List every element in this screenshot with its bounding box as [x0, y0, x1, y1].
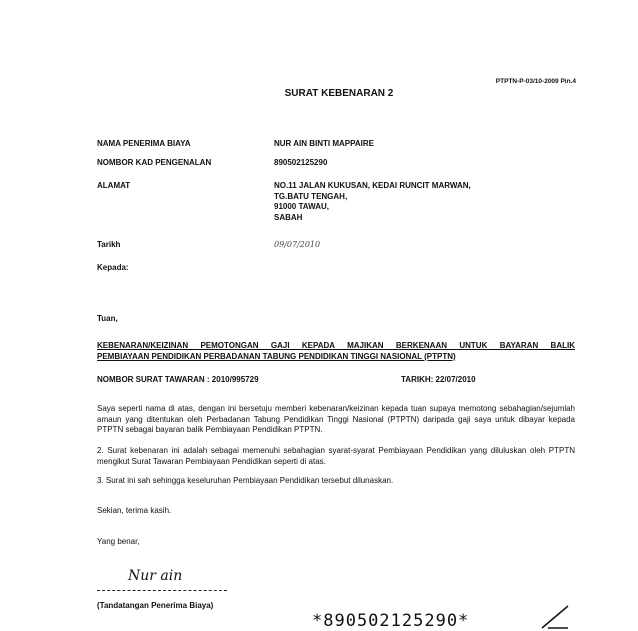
ic-value: 890502125290 [274, 158, 328, 167]
date-label: Tarikh [97, 240, 121, 249]
subject-line: KEBENARAN/KEIZINAN PEMOTONGAN GAJI KEPADA MAJIKAN BERKENAAN UNTUK BAYARAN BALIK [97, 341, 575, 350]
paragraph-3: 3. Surat ini sah sehingga keseluruhan Pembiayaan Pendidikan tersebut dilunaskan. [97, 476, 394, 485]
address-line: TG.BATU TENGAH, [274, 191, 348, 201]
document-title: SURAT KEBENARAN 2 [284, 88, 394, 99]
sign-off-text: Yang benar, [97, 537, 140, 546]
subject-line: PEMBIAYAAN PENDIDIKAN PERBADANAN TABUNG PENDIDIKAN TINGGI NASIONAL (PTPTN) [97, 351, 456, 361]
handwritten-signature: Nur ain [128, 568, 183, 584]
paragraph-2: 2. Surat kebenaran ini adalah sebagai memenuhi sebahagian syarat-syarat Pembiayaan Pendidikan yang diluluskan oleh PTPTN mengikut Surat Tawaran Pembiayaan Pendidikan seperti di atas. [97, 446, 575, 466]
corner-mark-icon [540, 604, 570, 630]
address-line: SABAH [274, 212, 303, 222]
ic-label: NOMBOR KAD PENGENALAN [97, 158, 212, 167]
address-line: NO.11 JALAN KUKUSAN, KEDAI RUNCIT MARWAN, [274, 181, 471, 190]
closing-text: Sekian, terima kasih. [97, 506, 172, 515]
document-reference: PTPTN-P-03/10-2009 Pin.4 [495, 78, 576, 85]
paragraph-1: Saya seperti nama di atas, dengan ini bersetuju memberi kebenaran/keizinan kepada tuan supaya memotong sebahagian/sejumlah amaun yang ditentukan oleh Perbadanan Tabung Pendidikan Tinggi Nasional (PTPTN) daripada gaji saya untuk dibayar kepada PTPTN sebagai bayaran balik Pembiayaan Pendidikan PTPTN. [97, 404, 575, 434]
name-label: NAMA PENERIMA BIAYA [97, 139, 191, 148]
name-value: NUR AIN BINTI MAPPAIRE [274, 139, 374, 148]
recipient-label: Kepada: [97, 263, 129, 272]
subject-heading [97, 341, 575, 362]
offer-letter-date: TARIKH: 22/07/2010 [401, 375, 476, 384]
salutation: Tuan, [97, 314, 118, 323]
address-label: ALAMAT [97, 181, 131, 190]
date-value: 09/07/2010 [274, 240, 321, 249]
address-block [274, 181, 471, 223]
signature-label: (Tandatangan Penerima Biaya) [97, 601, 214, 610]
signature-line [97, 590, 227, 591]
address-line: 91000 TAWAU, [274, 202, 329, 211]
barcode-text: *890502125290* [312, 611, 470, 631]
offer-letter-number: NOMBOR SURAT TAWARAN : 2010/995729 [97, 375, 259, 384]
